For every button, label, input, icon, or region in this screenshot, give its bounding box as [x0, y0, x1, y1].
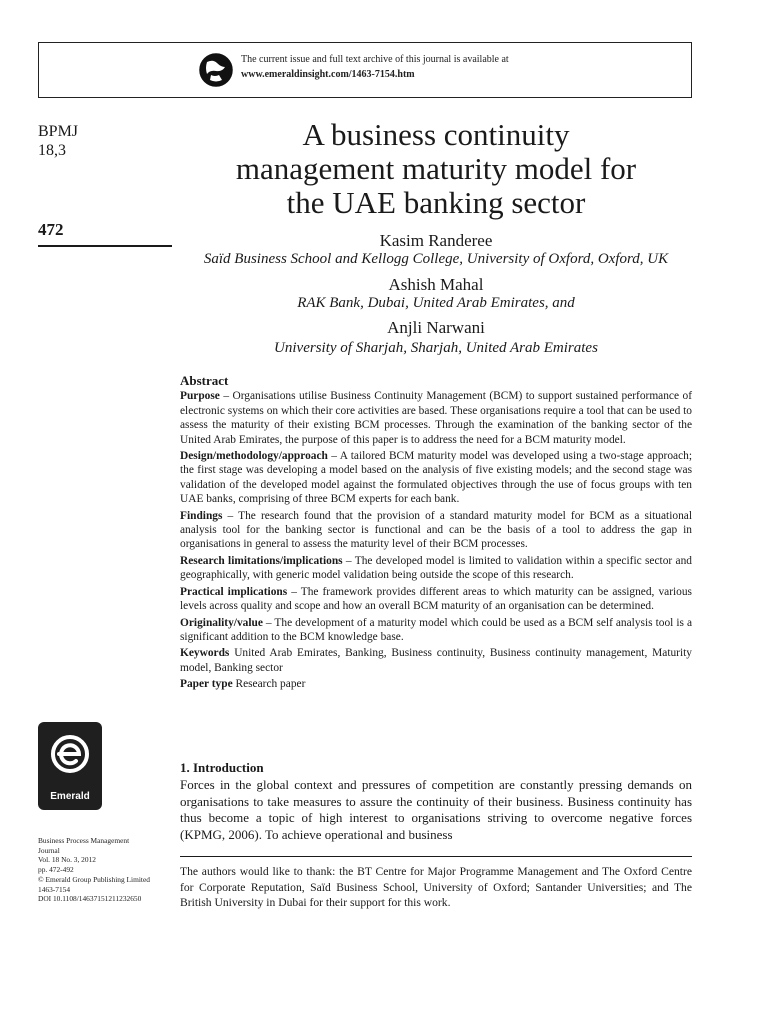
journal-reference: [38, 122, 78, 160]
meta-line: Vol. 18 No. 3, 2012: [38, 855, 96, 865]
paper-title: [176, 118, 696, 220]
abstract-limitations: [180, 554, 692, 583]
author-affiliation: University of Sharjah, Sharjah, United Arab Emirates: [274, 340, 598, 356]
globe-icon: [199, 53, 233, 87]
meta-line: DOI 10.1108/14637151211232650: [38, 894, 142, 904]
section-text: – A tailored BCM maturity model was developed using a two-stage approach; the first stage was developing a model based on the analysis of five existing models; and the second stage was validation of the developed model against the formulated objectives through the use of focus groups with ten UAE banks, comprising of three BCM experts for each bank.: [180, 450, 692, 506]
publication-details: [38, 836, 178, 904]
section-text: – The developed model is limited to validation within a specific sector and geographically, with generic model validation being outside the scope of this research.: [180, 554, 692, 582]
section-label: Research limitations/implications: [180, 554, 343, 567]
abstract-keywords: [180, 646, 692, 675]
section-label: Originality/value: [180, 616, 263, 629]
title-line-2: management maturity model for: [235, 151, 637, 186]
abstract-design: [180, 449, 692, 507]
title-line-1: A business continuity: [302, 117, 570, 152]
section-text: – The development of a maturity model which could be used as a BCM self analysis tool is a significant addition to the BCM knowledge base.: [180, 616, 692, 643]
journal-url-link[interactable]: www.emeraldinsight.com/1463-7154.htm: [241, 69, 415, 80]
abstract-practical: [180, 585, 692, 614]
section-text: – The research found that the provision of a standard maturity model for BCM as a situational analysis tool for the banking sector is functional and can be the basis of a tool to address the gap in organisations in general to assess the maturity level of their BCM processes.: [180, 509, 692, 551]
acknowledgement-footnote: The authors would like to thank: the BT Centre for Major Programme Management and The Oxford Centre for Corporate Reputation, Saïd Business School, University of Oxford; Santander Universities; and The British University in Dubai for their support for this work.: [180, 865, 692, 909]
meta-line: Journal: [38, 845, 60, 855]
section-label: Findings: [180, 509, 223, 522]
section-text: – The framework provides different areas to which maturity can be assigned, various levels across quality and scope and how an overall BCM maturity of an organisation can be determined.: [180, 585, 692, 613]
section-label: Design/methodology/approach: [180, 450, 328, 463]
author-affiliation: Saïd Business School and Kellogg College, University of Oxford, Oxford, UK: [203, 251, 669, 267]
section-label: Paper type: [180, 678, 233, 691]
section-heading: 1. Introduction: [180, 760, 264, 775]
section-label: Keywords: [180, 647, 230, 660]
journal-availability-notice: [38, 42, 692, 98]
section-text: Research paper: [232, 678, 306, 691]
page-number-rule: [38, 245, 172, 247]
publisher-name: Emerald: [50, 791, 90, 802]
meta-line: Business Process Management: [38, 836, 130, 845]
section-text: United Arab Emirates, Banking, Business continuity, Business continuity management, Maturity model, Banking sector: [180, 647, 692, 674]
footnote-divider: [180, 856, 692, 857]
author-name: Ashish Mahal: [388, 275, 484, 294]
page-number: 472: [38, 220, 64, 239]
author-name: Anjli Narwani: [387, 318, 485, 337]
introduction-section: [180, 760, 692, 843]
emerald-logo: [38, 722, 102, 810]
body-paragraph: Forces in the global context and pressures of competition are constantly pressing demands on organisations to take measures to assure the continuity of their business. Business continuity has thus become a topic of high interest to organisations striving to overcome negative forces (KPMG, 2006). To achieve operational and business: [180, 777, 692, 842]
meta-line: © Emerald Group Publishing Limited: [38, 874, 150, 884]
abstract-purpose: [180, 389, 692, 447]
meta-line: pp. 472-492: [38, 865, 74, 875]
availability-text: The current issue and full text archive of this journal is available at: [241, 54, 509, 65]
journal-code: BPMJ: [38, 123, 79, 140]
abstract-heading: Abstract: [180, 373, 229, 388]
section-label: Purpose: [180, 390, 220, 403]
abstract: [180, 374, 692, 694]
author-name: Kasim Randeree: [379, 231, 493, 250]
abstract-paper-type: [180, 677, 692, 691]
section-label: Practical implications: [180, 585, 288, 598]
author-affiliation: RAK Bank, Dubai, United Arab Emirates, and: [297, 295, 575, 311]
abstract-findings: [180, 509, 692, 552]
title-line-3: the UAE banking sector: [286, 185, 586, 220]
meta-line: 1463-7154: [38, 884, 71, 894]
volume-issue: 18,3: [38, 142, 66, 159]
abstract-originality: [180, 616, 692, 645]
emerald-swirl-icon: [50, 732, 90, 776]
section-text: – Organisations utilise Business Continuity Management (BCM) to support sustained performance of electronic systems on which their core activities are based. These organisations require a tool that can be used to assess the maturity of their existing BCM processes. Through the examination of the banking sector of the United Arab Emirates, the purpose of this paper is to address the need for a BCM maturity model.: [180, 390, 692, 446]
